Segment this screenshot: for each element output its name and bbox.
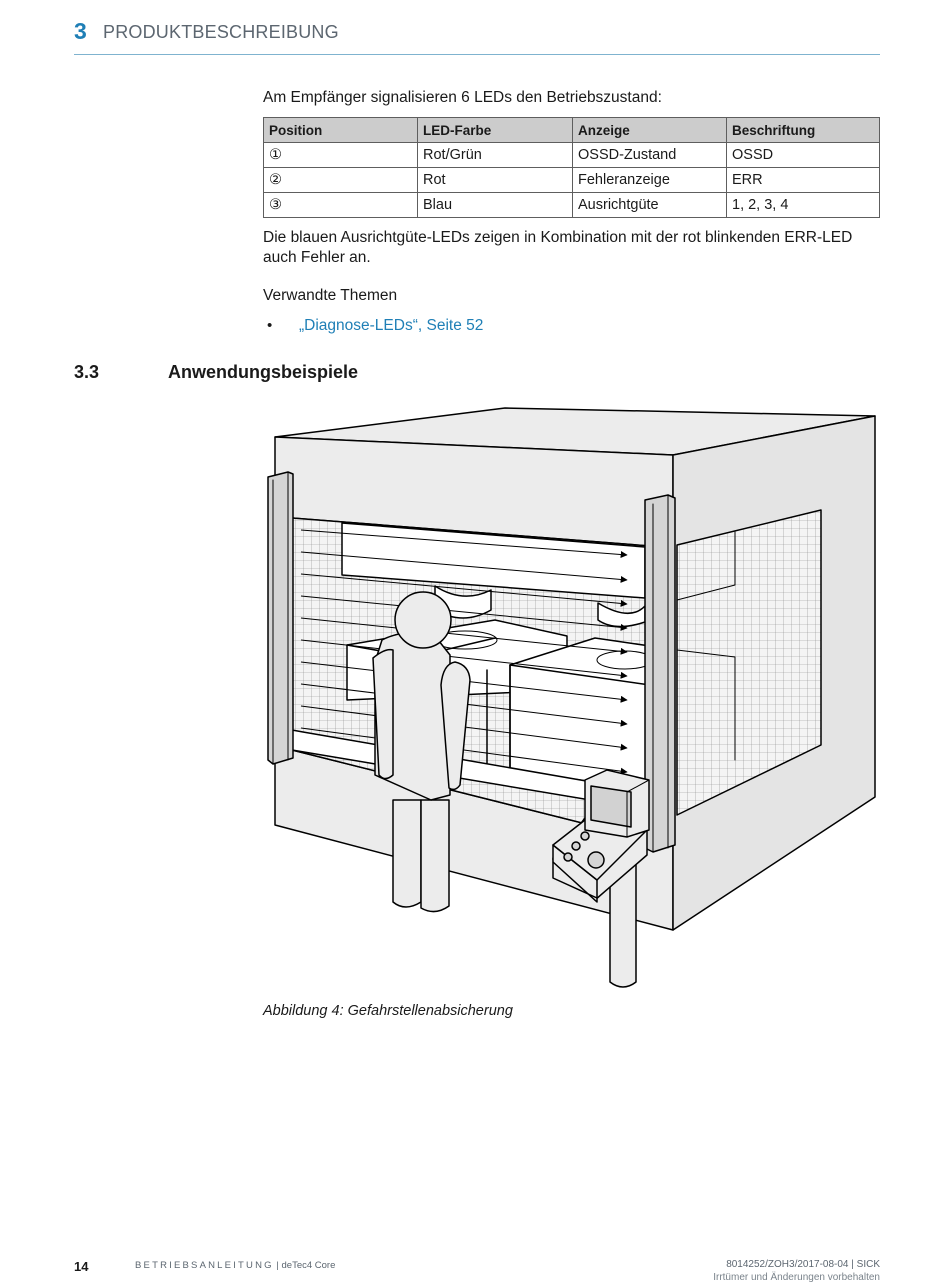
hazard-point-protection-illustration bbox=[255, 400, 885, 995]
table-cell: Ausrichtgüte bbox=[573, 193, 727, 218]
table-header: Position bbox=[264, 118, 418, 143]
light-curtain-sender bbox=[268, 472, 293, 764]
related-topics-heading: Verwandte Themen bbox=[263, 287, 398, 304]
operator-head bbox=[395, 592, 451, 648]
page-number: 14 bbox=[74, 1259, 89, 1274]
bullet-icon: • bbox=[267, 317, 273, 334]
operator-leg-left bbox=[393, 800, 421, 907]
document-title-product: deTec4 Core bbox=[281, 1260, 336, 1271]
table-cell: ③ bbox=[264, 193, 418, 218]
workpiece-right bbox=[510, 638, 650, 790]
table-cell: Fehleranzeige bbox=[573, 168, 727, 193]
page-header bbox=[74, 14, 880, 55]
table-cell: ② bbox=[264, 168, 418, 193]
table-row bbox=[264, 193, 880, 218]
table-cell: Rot bbox=[418, 168, 573, 193]
document-title-separator: | bbox=[273, 1260, 282, 1271]
section-number: 3.3 bbox=[74, 362, 100, 382]
table-cell: 1, 2, 3, 4 bbox=[727, 193, 880, 218]
document-id: 8014252/ZOH3/2017-08-04 | SICK bbox=[726, 1259, 880, 1270]
table-cell: Rot/Grün bbox=[418, 143, 573, 168]
table-cell: OSSD-Zustand bbox=[573, 143, 727, 168]
table-cell: OSSD bbox=[727, 143, 880, 168]
table-cell: ① bbox=[264, 143, 418, 168]
note-text: Die blauen Ausrichtgüte-LEDs zeigen in Kombination mit der rot blinkenden ERR-LED auch Fehler an. bbox=[263, 229, 853, 266]
table-cell: ERR bbox=[727, 168, 880, 193]
section-title: Anwendungsbeispiele bbox=[168, 362, 359, 382]
operator-leg-right bbox=[421, 800, 449, 912]
led-table bbox=[263, 117, 880, 218]
table-row bbox=[264, 143, 880, 168]
related-link-diagnose-leds[interactable]: „Diagnose-LEDs“, Seite 52 bbox=[299, 317, 484, 334]
table-header: LED-Farbe bbox=[418, 118, 573, 143]
footer-disclaimer: Irrtümer und Änderungen vorbehalten bbox=[713, 1272, 880, 1283]
document-title-prefix: BETRIEBSANLEITUNG bbox=[135, 1260, 274, 1271]
intro-text: Am Empfänger signalisieren 6 LEDs den Betriebszustand: bbox=[263, 89, 662, 106]
table-cell: Blau bbox=[418, 193, 573, 218]
chapter-title: PRODUKTBESCHREIBUNG bbox=[103, 22, 339, 42]
monitor-screen bbox=[591, 786, 631, 827]
table-header: Anzeige bbox=[573, 118, 727, 143]
document-title bbox=[135, 1260, 335, 1271]
chapter-number: 3 bbox=[74, 18, 87, 44]
table-header-row bbox=[264, 118, 880, 143]
table-header: Beschriftung bbox=[727, 118, 880, 143]
table-row bbox=[264, 168, 880, 193]
figure-caption: Abbildung 4: Gefahrstellenabsicherung bbox=[263, 1003, 513, 1019]
